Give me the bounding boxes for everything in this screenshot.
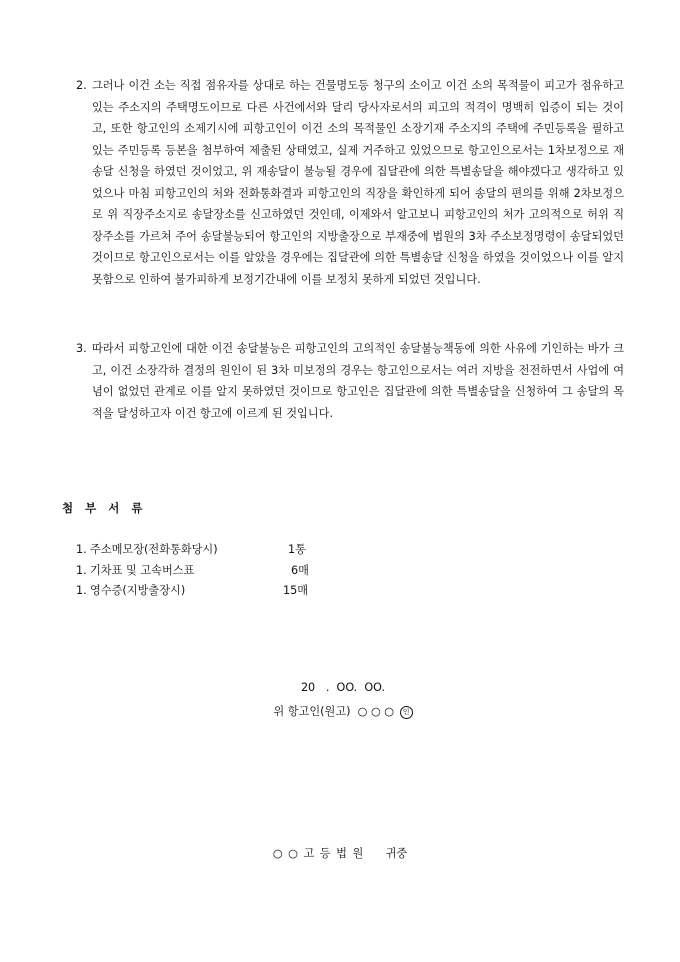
paragraph-3 <box>76 338 624 424</box>
attachment-qty: 6매 <box>291 564 309 577</box>
attachment-qty: 15매 <box>283 584 309 597</box>
attachment-index: 1. <box>76 584 87 597</box>
paragraph-number: 2. <box>76 79 87 92</box>
seal-icon: 인 <box>400 706 413 719</box>
attachment-name: 기차표 및 고속버스표 <box>90 564 195 577</box>
attachment-index: 1. <box>76 543 87 556</box>
attachment-qty: 1통 <box>288 543 306 556</box>
attachment-index: 1. <box>76 564 87 577</box>
attachment-name: 주소메모장(전화통화당시) <box>90 543 218 556</box>
paragraph-number: 3. <box>76 342 87 355</box>
attachment-name: 영수증(지방출장시) <box>90 584 186 597</box>
paragraph-text: 따라서 피항고인에 대한 이건 송달불능은 피항고인의 고의적인 송달불능책동에 의한 사유에 기인하는 바가 크고, 이건 소장각하 결정의 원인이 된 3차 미보정의 경우는 항고인으로서는 여러 지방을 전전하면서 사업에 여념이 없었던 관계로 이를 알지 못하였던 것이므로 항고인은 집달관에 의한 특별송달을 신청하여 그 송달의 목적을 달성하고자 이건 항고에 이르게 된 것입니다. <box>92 342 624 420</box>
court-addressee: ○ ○ 고 등 법 원 귀중 <box>272 847 408 860</box>
paragraph-text: 그러나 이건 소는 직접 점유자를 상대로 하는 건물명도등 청구의 소이고 이건 소의 목적물이 피고가 점유하고 있는 주소지의 주택명도이므로 다른 사건에서와 달리 당사자로서의 피고의 적격이 명백히 입증이 되는 것이고, 또한 항고인의 소제기시에 피항고인이 이건 소의 목적물인 소장기재 주소지의 주택에 주민등록을 필하고 있는 주민등록 등본을 첨부하여 제출된 상태였고, 실제 거주하고 있었으므로 항고인으로서는 1차보정으로 재송달 신청을 하였던 것이었고, 위 재송달이 불능될 경우에 집달관에 의한 특별송달을 해야겠다고 생각하고 있었으나 마침 피항고인의 처와 전화통화결과 피항고인의 직장을 확인하게 되어 송달의 편의를 위해 2차보정으로 위 직장주소지로 송달장소를 신고하였던 것인데, 이제와서 알고보니 피항고인의 처가 고의적으로 허위 직장주소를 가르쳐 주어 송달불능되어 항고인의 지방출장으로 부재중에 법원의 3차 주소보정명령이 송달되었던 것이므로 항고인으로서는 이를 알았을 경우에는 집달관에 의한 특별송달 신청을 하였을 것이었으나 이를 알지 못함으로 인하여 불가피하게 보정기간내에 이를 보정치 못하게 되었던 것입니다. <box>92 79 624 286</box>
attachments-heading: 첨 부 서 류 <box>62 501 147 515</box>
paragraph-2 <box>76 75 624 290</box>
signer-name: 위 항고인(원고) ○ ○ ○ <box>273 705 395 718</box>
signature-line <box>0 703 680 719</box>
filing-date: 20 . OO. OO. <box>300 681 386 694</box>
